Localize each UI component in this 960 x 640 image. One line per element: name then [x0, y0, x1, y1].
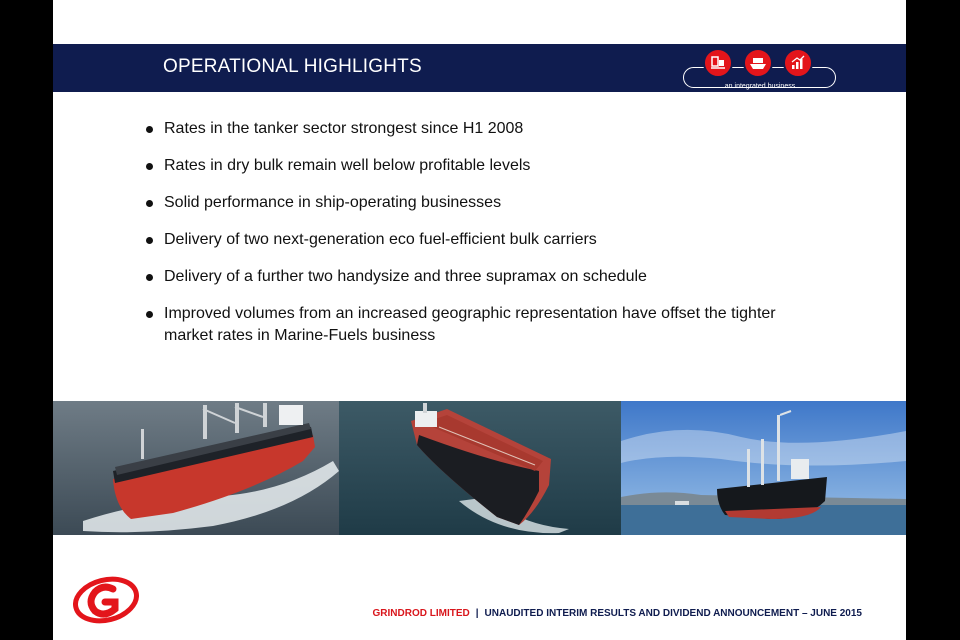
badge-caption: an integrated business	[724, 83, 796, 90]
financial-growth-icon	[783, 48, 813, 78]
bullet-dot	[146, 237, 153, 244]
bullet-dot	[146, 311, 153, 318]
ship-handling-icon	[703, 48, 733, 78]
page-title: OPERATIONAL HIGHLIGHTS	[163, 56, 422, 77]
bullet-text: Rates in dry bulk remain well below profitable levels	[164, 157, 531, 174]
bullet-dot	[146, 126, 153, 133]
list-item	[145, 229, 825, 251]
list-item	[145, 303, 825, 347]
footer-separator: |	[475, 608, 479, 619]
grindrod-logo	[73, 576, 139, 624]
footer	[373, 608, 862, 619]
cargo-ship-icon	[743, 48, 773, 78]
bulk-carrier-photo	[53, 401, 339, 535]
highlights-list	[145, 118, 825, 362]
footer-text: UNAUDITED INTERIM RESULTS AND DIVIDEND ANNOUNCEMENT – JUNE 2015	[484, 608, 862, 619]
bullet-text: Rates in the tanker sector strongest since H1 2008	[164, 120, 524, 137]
ship-photo-strip	[53, 401, 906, 535]
integrated-business-badge	[681, 48, 839, 92]
bullet-text: Delivery of a further two handysize and three supramax on schedule	[164, 268, 647, 285]
bullet-text: Improved volumes from an increased geographic representation have offset the tighter market rates in Marine-Fuels business	[164, 305, 776, 344]
list-item	[145, 155, 825, 177]
bullet-dot	[146, 274, 153, 281]
list-item	[145, 118, 825, 140]
list-item	[145, 192, 825, 214]
footer-company: GRINDROD LIMITED	[372, 608, 470, 619]
bullet-text: Delivery of two next-generation eco fuel-efficient bulk carriers	[164, 231, 597, 248]
tanker-photo	[339, 401, 621, 535]
bullet-dot	[146, 163, 153, 170]
supramax-photo	[621, 401, 906, 535]
bullet-dot	[146, 200, 153, 207]
header-bar	[53, 44, 906, 92]
bullet-text: Solid performance in ship-operating businesses	[164, 194, 502, 211]
slide	[53, 0, 906, 640]
list-item	[145, 266, 825, 288]
